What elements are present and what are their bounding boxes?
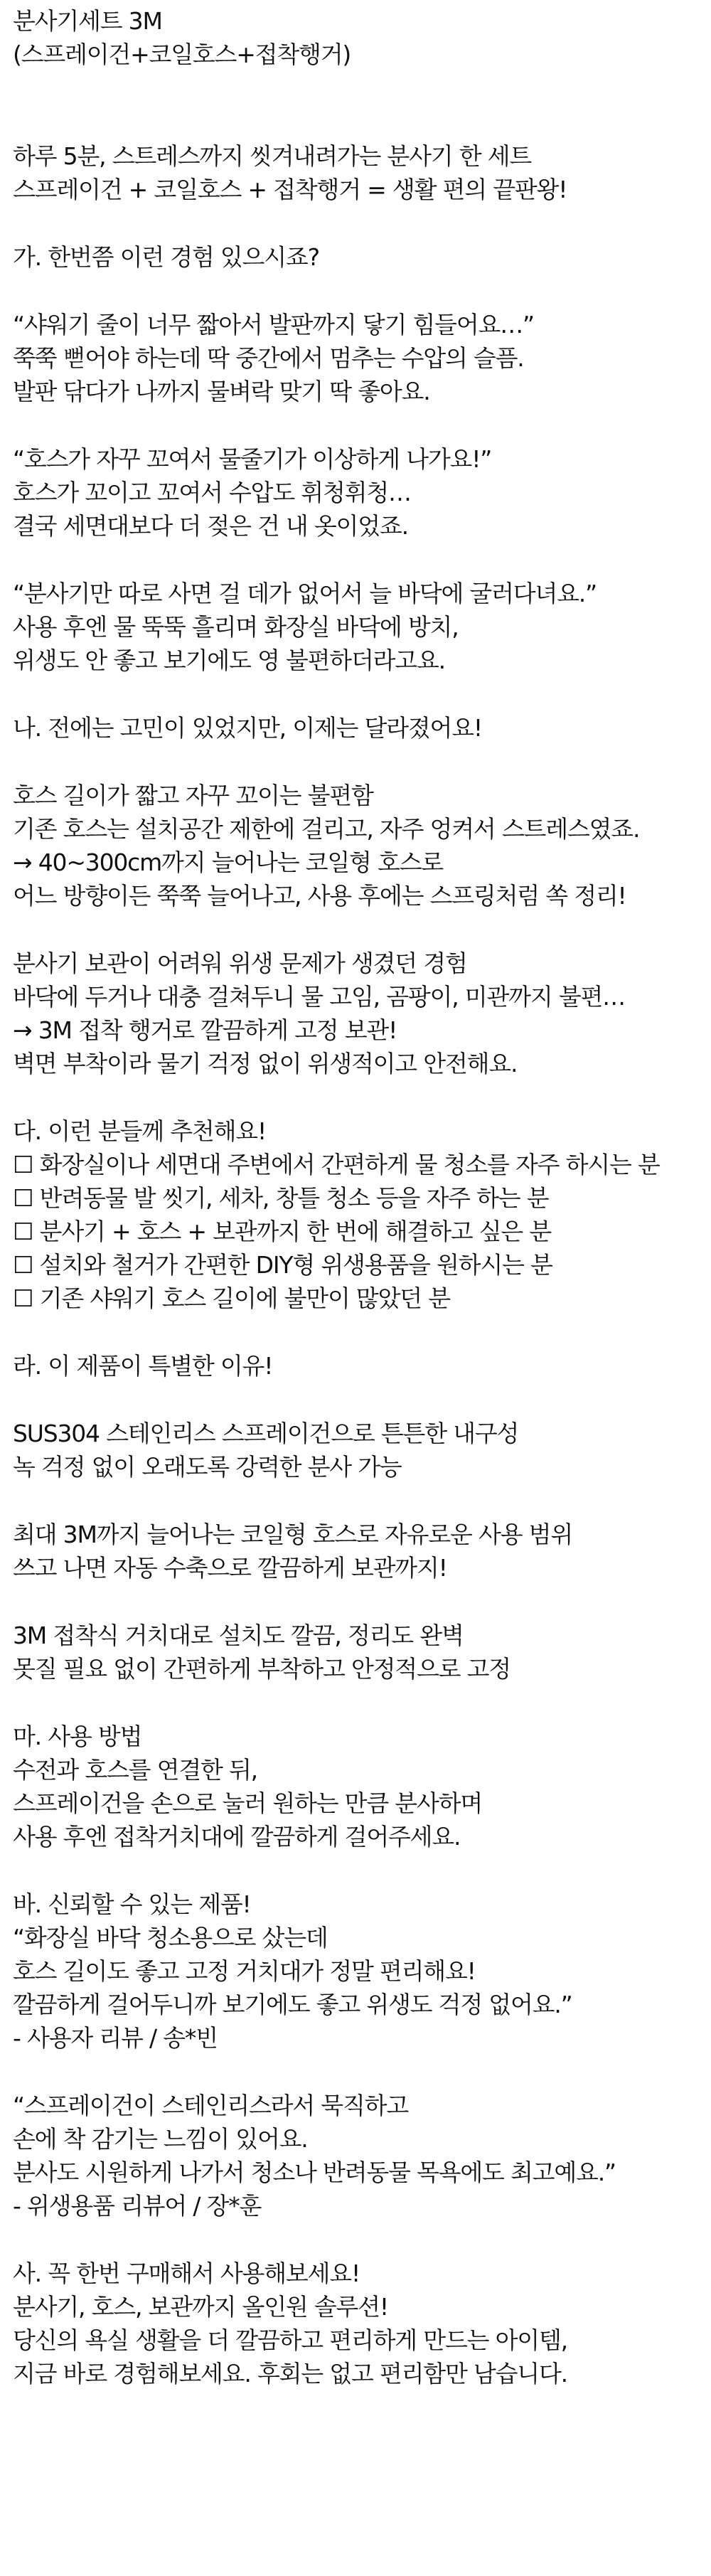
review-2-line: 분사도 시원하게 나가서 청소나 반려동물 목욕에도 최고예요.” <box>13 2159 616 2186</box>
section-ga-heading: 가. 한번쯤 이런 경험 있으시죠? <box>13 243 319 271</box>
section-ga-block1-line-3: 발판 닦다가 나까지 물벼락 맞기 딱 좋아요. <box>13 378 430 405</box>
title-line-2: (스프레이건+코일호스+접착행거) <box>13 41 351 68</box>
usage-step-line: 사용 후엔 접착거치대에 깔끔하게 걸어주세요. <box>13 1823 461 1851</box>
closing-line: 지금 바로 경험해보세요. 후회는 없고 편리함만 남습니다. <box>13 2360 567 2388</box>
section-ga-block1-line-1: “샤워기 줄이 너무 짧아서 발판까지 닿기 힘들어요…” <box>13 311 534 339</box>
section-ga-block3-line-3: 위생도 안 좋고 보기에도 영 불편하더라고요. <box>13 646 445 674</box>
section-ra-block2-line-2: 쓰고 나면 자동 수축으로 깔끔하게 보관까지! <box>13 1554 447 1582</box>
section-ga-block2-line-3: 결국 세면대보다 더 젖은 건 내 옷이었죠. <box>13 512 408 540</box>
recommend-item: ☐ 설치와 철거가 간편한 DIY형 위생용품을 원하시는 분 <box>13 1251 552 1279</box>
review-2-line: “스프레이건이 스테인리스라서 묵직하고 <box>13 2092 409 2119</box>
section-ra-block1-line-1: SUS304 스테인리스 스프레이건으로 튼튼한 내구성 <box>13 1420 519 1447</box>
section-ra-block3-line-1: 3M 접착식 거치대로 설치도 깔끔, 정리도 완벽 <box>13 1622 464 1649</box>
closing-line: 분사기, 호스, 보관까지 올인원 솔루션! <box>13 2293 388 2321</box>
review-2-author: - 위생용품 리뷰어 / 장*훈 <box>13 2192 262 2220</box>
section-ra-block3-line-2: 못질 필요 없이 간편하게 부착하고 안정적으로 고정 <box>13 1655 510 1683</box>
recommend-item: ☐ 기존 샤워기 호스 길이에 불만이 많았던 분 <box>13 1284 450 1312</box>
section-na-block1-line-2: 기존 호스는 설치공간 제한에 걸리고, 자주 엉켜서 스트레스였죠. <box>13 815 640 843</box>
section-na-block2-line-1: 분사기 보관이 어려워 위생 문제가 생겼던 경험 <box>13 949 467 977</box>
title-line-1: 분사기세트 3M <box>13 7 162 35</box>
usage-step-line: 스프레이건을 손으로 눌러 원하는 만큼 분사하며 <box>13 1789 483 1817</box>
recommend-item: ☐ 화장실이나 세면대 주변에서 간편하게 물 청소를 자주 하시는 분 <box>13 1151 660 1178</box>
section-na-heading: 나. 전에는 고민이 있었지만, 이제는 달라졌어요! <box>13 714 482 742</box>
usage-step-line: 수전과 호스를 연결한 뒤, <box>13 1756 257 1784</box>
section-na-block1-line-3: → 40~300cm까지 늘어나는 코일형 호스로 <box>13 848 444 876</box>
section-na-block1-line-4: 어느 방향이든 쭉쭉 늘어나고, 사용 후에는 스프링처럼 쏙 정리! <box>13 882 626 910</box>
section-ra-block1-line-2: 녹 걱정 없이 오래도록 강력한 분사 가능 <box>13 1453 402 1481</box>
section-ga-block2-line-2: 호스가 꼬이고 꼬여서 수압도 휘청휘청… <box>13 479 411 506</box>
closing-line: 당신의 욕실 생활을 더 깔끔하고 편리하게 만드는 아이템, <box>13 2326 567 2354</box>
section-na-block1-line-1: 호스 길이가 짧고 자꾸 꼬이는 불편함 <box>13 782 373 809</box>
section-ra-heading: 라. 이 제품이 특별한 이유! <box>13 1352 273 1380</box>
intro-line-1: 하루 5분, 스트레스까지 씻겨내려가는 분사기 한 세트 <box>13 142 532 170</box>
section-ga-block1-line-2: 쭉쭉 뻗어야 하는데 딱 중간에서 멈추는 수압의 슬픔. <box>13 344 524 372</box>
section-ga-block2-line-1: “호스가 자꾸 꼬여서 물줄기가 이상하게 나가요!” <box>13 445 492 473</box>
section-sa-heading: 사. 꼭 한번 구매해서 사용해보세요! <box>13 2260 360 2287</box>
section-da-heading: 다. 이런 분들께 추천해요! <box>13 1117 266 1145</box>
section-ga-block3-line-2: 사용 후엔 물 뚝뚝 흘리며 화장실 바닥에 방치, <box>13 613 459 641</box>
section-na-block2-line-3: → 3M 접착 행거로 깔끔하게 고정 보관! <box>13 1016 397 1044</box>
review-1-line: 깔끔하게 걸어두니까 보기에도 좋고 위생도 걱정 없어요.” <box>13 1991 572 2018</box>
intro-line-2: 스프레이건 + 코일호스 + 접착행거 = 생활 편의 끝판왕! <box>13 176 567 203</box>
review-1-line: 호스 길이도 좋고 고정 거치대가 정말 편리해요! <box>13 1957 476 1985</box>
section-ra-block2-line-1: 최대 3M까지 늘어나는 코일형 호스로 자유로운 사용 범위 <box>13 1521 573 1548</box>
recommend-item: ☐ 반려동물 발 씻기, 세차, 창틀 청소 등을 자주 하는 분 <box>13 1184 549 1212</box>
section-ga-block3-line-1: “분사기만 따로 사면 걸 데가 없어서 늘 바닥에 굴러다녀요.” <box>13 580 597 607</box>
section-na-block2-line-2: 바닥에 두거나 대충 걸쳐두니 물 고임, 곰팡이, 미관까지 불편… <box>13 983 625 1011</box>
review-1-line: “화장실 바닥 청소용으로 샀는데 <box>13 1924 328 1952</box>
section-ma-heading: 마. 사용 방법 <box>13 1723 142 1750</box>
section-ba-heading: 바. 신뢰할 수 있는 제품! <box>13 1890 251 1918</box>
review-2-line: 손에 착 감기는 느낌이 있어요. <box>13 2125 308 2153</box>
recommend-item: ☐ 분사기 + 호스 + 보관까지 한 번에 해결하고 싶은 분 <box>13 1218 552 1245</box>
review-1-author: - 사용자 리뷰 / 송*빈 <box>13 2024 218 2052</box>
section-na-block2-line-4: 벽면 부착이라 물기 걱정 없이 위생적이고 안전해요. <box>13 1050 518 1077</box>
